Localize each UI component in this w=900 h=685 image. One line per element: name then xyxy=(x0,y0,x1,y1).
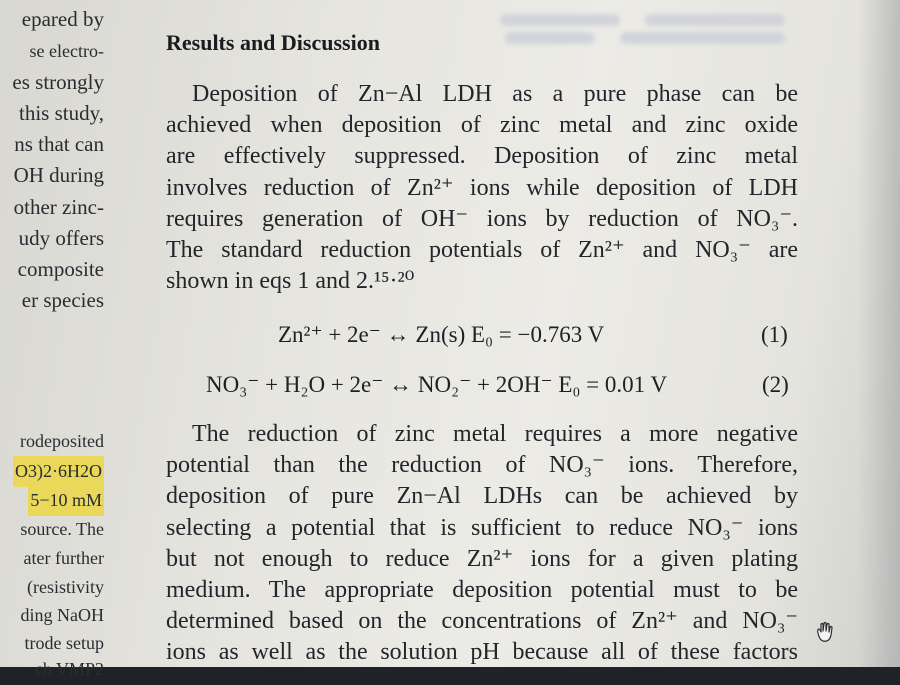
left-line: ater further xyxy=(23,548,104,568)
text-line: determined based on the concentrations of Zn²⁺ and NO₃⁻ xyxy=(166,608,798,635)
text-line: The reduction of zinc metal requires a more negative xyxy=(192,421,798,447)
equation-1-number: (1) xyxy=(761,322,788,347)
left-line: other zinc- xyxy=(13,195,104,219)
paragraph-2 xyxy=(166,419,798,669)
running-header-3 xyxy=(505,32,595,44)
left-line: ns that can xyxy=(14,132,104,156)
text-line: medium. The appropriate deposition potential must to be xyxy=(166,577,798,604)
left-line: se electro- xyxy=(29,41,104,61)
left-line: es strongly xyxy=(12,70,104,94)
left-line-highlighted: 5−10 mM xyxy=(28,485,104,516)
left-line: source. The xyxy=(20,519,104,539)
equation-2: NO₃⁻ + H₂O + 2e⁻ ↔ NO₂⁻ + 2OH⁻ E₀ = 0.01 V xyxy=(206,372,668,397)
left-line: this study, xyxy=(19,101,104,125)
section-heading: Results and Discussion xyxy=(166,30,380,55)
paragraph-1 xyxy=(166,79,798,297)
text-line: The standard reduction potentials of Zn²⁺ and NO₃⁻ are xyxy=(166,237,798,264)
left-line: composite xyxy=(17,257,104,281)
text-line: ions as well as the solution pH because all of these factors xyxy=(166,639,798,666)
text-line: requires generation of OH⁻ ions by reduction of NO₃⁻. xyxy=(166,205,798,232)
running-header-2 xyxy=(645,14,785,26)
screen-bezel xyxy=(858,0,900,667)
text-line: but not enough to reduce Zn²⁺ ions for a given plating xyxy=(166,545,798,572)
left-line: ch VMP2 xyxy=(34,659,104,679)
text-line: Deposition of Zn−Al LDH as a pure phase can be xyxy=(192,81,798,107)
equation-1: Zn²⁺ + 2e⁻ ↔ Zn(s) E₀ = −0.763 V xyxy=(278,322,605,347)
left-line: trode setup xyxy=(24,633,104,653)
left-column xyxy=(0,0,108,679)
left-line-highlighted: O3)2·6H2O xyxy=(13,456,104,487)
text-line: potential than the reduction of NO₃⁻ ions. Therefore, xyxy=(166,452,798,479)
left-line: (resistivity xyxy=(27,577,104,597)
equation-2-number: (2) xyxy=(762,372,789,397)
text-line: achieved when deposition of zinc metal and zinc oxide xyxy=(166,112,798,139)
left-line: er species xyxy=(21,288,104,312)
left-line: ding NaOH xyxy=(20,605,104,625)
text-line: involves reduction of Zn²⁺ ions while deposition of LDH xyxy=(166,174,798,201)
hand-cursor-icon xyxy=(812,619,838,645)
left-line: epared by xyxy=(21,7,104,31)
running-header-4 xyxy=(620,32,785,44)
left-line: udy offers xyxy=(18,226,104,250)
running-header xyxy=(500,14,620,26)
text-line: are effectively suppressed. Deposition of zinc metal xyxy=(166,143,798,170)
text-line: shown in eqs 1 and 2.¹⁵·²⁰ xyxy=(166,268,415,295)
left-line: OH during xyxy=(13,163,104,187)
left-line: rodeposited xyxy=(20,431,104,451)
text-line: selecting a potential that is sufficient to reduce NO₃⁻ ions xyxy=(166,514,798,541)
text-line: deposition of pure Zn−Al LDHs can be achieved by xyxy=(166,483,798,510)
